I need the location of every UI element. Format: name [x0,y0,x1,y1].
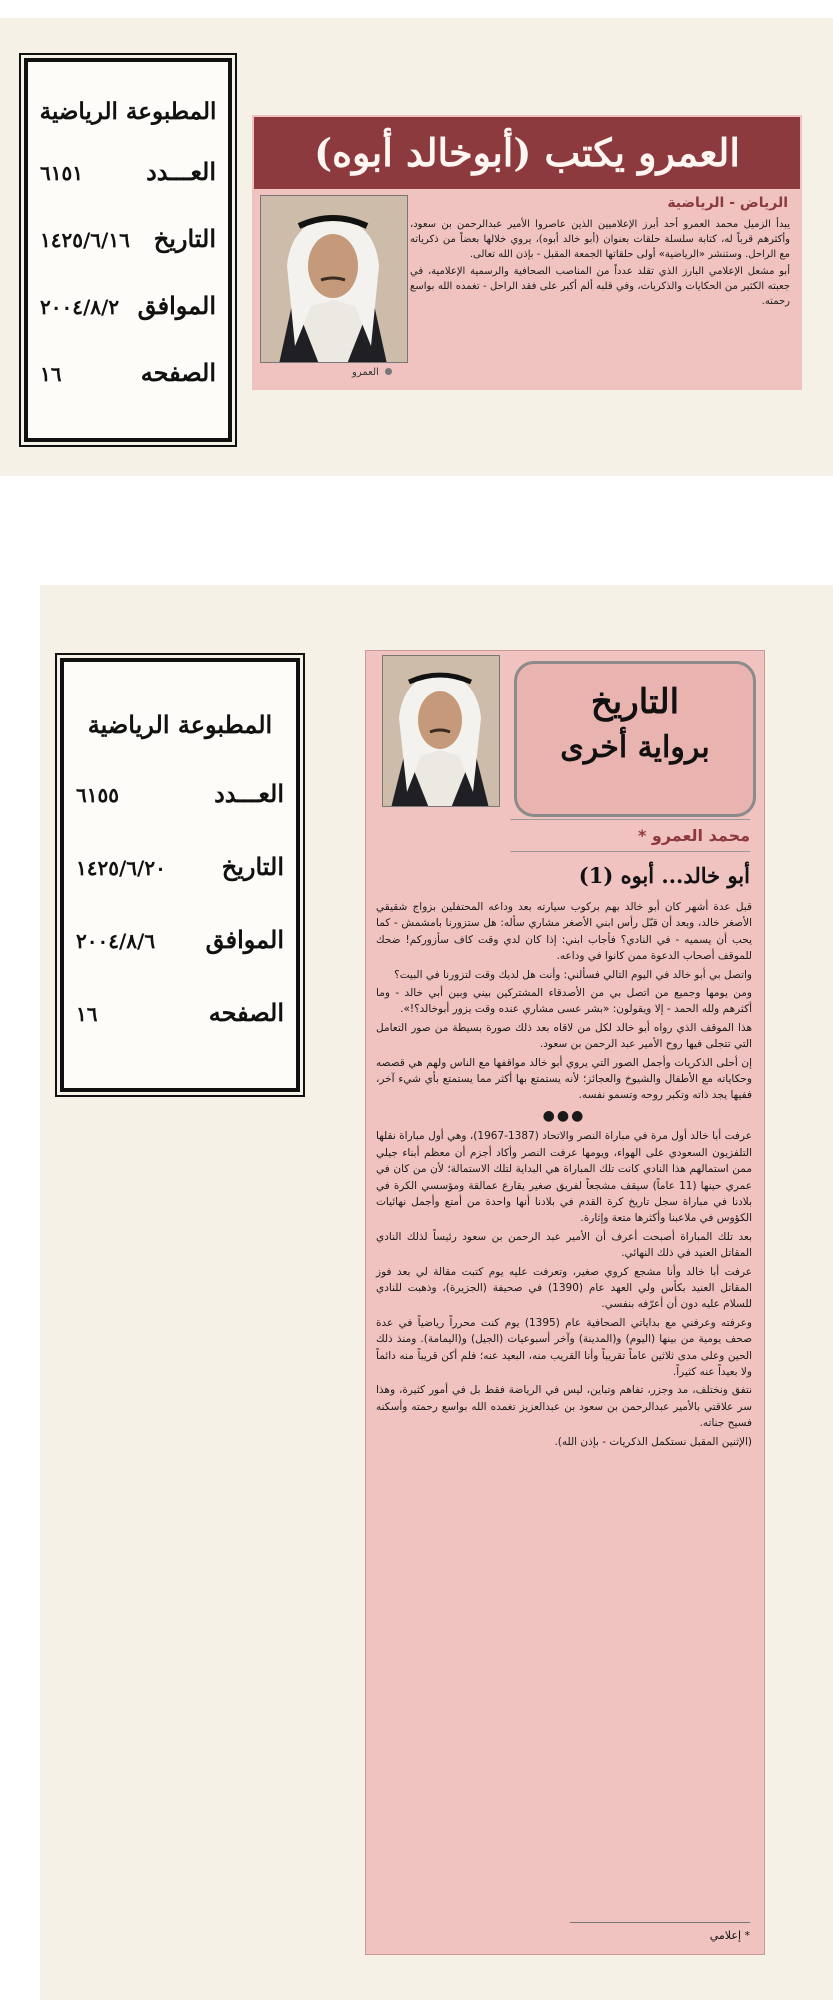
stamp-page-value: ١٦ [40,362,62,386]
clip1-photo-caption: العمرو [352,367,392,378]
stamp-issue-value: ٦١٥١ [40,161,83,185]
clip1-body [410,217,790,311]
clip1-headline: العمرو يكتب (أبوخالد أبوه) [254,117,800,189]
archive-stamp-2 [60,658,300,1092]
news-clipping-2 [365,650,765,1955]
stamp-issue-value: ٦١٥٥ [76,783,119,807]
article-paragraph: وعرفته وعرفني مع بداياتي الصحافية عام (1395) يوم كنت محرراً رياضياً في عدة صحف يومية من بينها (اليوم) و(المدينة) وآخر أسبوعيات (الجيل) و(اليمامة). ومنذ ذلك الحين وعلى مدى ثلاثين عاماً تقريباً وأنا القريب منه، البعيد عنه؛ فلم أكن قريباً منه دائماً ولا بعيداً عنه كثيراً. [376,1316,752,1378]
article-paragraph: (الإثنين المقبل نستكمل الذكريات - بإذن الله). [554,1435,752,1448]
stamp-issue-label: العـــدد [214,779,284,808]
clip1-paragraph: أبو مشعل الإعلامي البارز الذي تقلد عدداً من المناصب الصحافية والرسمية الإعلامية، في جعبته الكثير من الحكايات والذكريات، وفي قلبه ألم أكبر على فقد الراحل - تغمده الله بواسع رحمته. [410,266,790,307]
stamp-page-value: ١٦ [76,1002,98,1026]
byline [510,819,750,852]
stamp-date-value: ١٤٢٥/٦/١٦ [40,228,130,252]
stamp-corresponding-label: الموافق [137,291,216,320]
stamp-date-label: التاريخ [153,224,216,253]
column-title-box [514,661,756,817]
stamp-date-label: التاريخ [221,852,284,881]
stamp-publication: المطبوعة الرياضية [87,710,273,739]
article-paragraph: عرفت أبا خالد وأنا مشجع كروي صغير، وتعرفت عليه يوم كتبت مقالة لي بعد فوز المقاتل العنيد بكأس ولي العهد عام (1390) في صحيفة (الجزيرة)، وذهبت للنادي للسلام عليه دون أن أعرّفه بنفسي. [376,1265,753,1311]
footnote: * إعلامي [570,1922,750,1942]
article-paragraph: واتصل بي أبو خالد في اليوم التالي فسألني: وأنت هل لديك وقت لتزورنا في البيت؟ [394,968,752,981]
column-title-line2: برواية أخرى [560,730,710,765]
author-photo [382,655,500,807]
stamp-date-value: ١٤٢٥/٦/٢٠ [76,856,166,880]
stamp-corresponding-value: ٢٠٠٤/٨/٦ [76,929,156,953]
stamp-corresponding-value: ٢٠٠٤/٨/٢ [40,295,120,319]
stamp-publication: المطبوعة الرياضية [39,98,217,125]
section-separator-icon: ●●● [542,1107,586,1124]
article-paragraph: نتفق ونختلف، مد وجزر، تفاهم وتباين، ليس في الرياضة فقط بل في أمور كثيرة، وهذا سر علاقتي بالأمير عبدالرحمن بن سعود بن عبدالعزيز تغمده الله بواسع رحمته وأسكنه فسيح جناته. [376,1384,752,1430]
article-paragraph: عرفت أبا خالد أول مرة في مباراة النصر والاتحاد (1387-1967)، وهي أول مباراة نقلها التلفزيون السعودي على الهواء، ويومها عرفت النصر وأكاد أجزم أن معظم أبناء جيلي ممن استمالهم هذا النادي كانت تلك المباراة هي البداية لتلك الاستمالة؛ لأن من كان في عمري حينها (11 عاماً) سيقف مشجعاً لفريق صغير يقارع عمالقة ومؤسسي الكرة في بلادنا في مباراة سجل تاريخ كرة القدم في بلادنا أنها واحدة من أمتع وأجمل نهائيات الكؤوس في ملاعبنا وأكثرها متعة وإثارة. [376,1130,752,1225]
column-title-line1: التاريخ [590,682,680,722]
author-photo [260,195,408,363]
article-paragraph: قبل عدة أشهر كان أبو خالد بهم بركوب سيارته بعد وداعه المحتفلين بزواج شقيقي الأصغر خالد، وبعد أن قبّل رأس ابني الأصغر مشاري سأله: هل ستزورنا بامشمش - كما يحب أن يسميه - في النادي؟ فأجاب ابني: إذا كان لدي وقت كاف سأزوركم! ضحك للموقف أصحاب الدعوة ممن كانوا في وداعه. [376,901,752,963]
clip2-body [376,899,752,1452]
stamp-corresponding-label: الموافق [205,925,284,954]
article-paragraph: ومن يومها وجميع من اتصل بي من الأصدقاء المشتركين بيني وبين أبي خالد - وما أكثرهم ولله الحمد - إلا ويقولون: «بشر عسى مشاري عنده وقت يزور أبوخالد؟!». [376,987,752,1016]
stamp-issue-label: العـــدد [146,157,216,186]
clip1-paragraph: يبدأ الزميل محمد العمرو أحد أبرز الإعلاميين الذين عاصروا الأمير عبدالرحمن بن سعود، وأكثرهم قرباً له، كتابة سلسلة حلقات بعنوان (أبو خالد أبوه)، يروي خلالها بعضاً من ذكرياته مع الراحل. وستنشر «الرياضية» أولى حلقاتها الجمعة المقبل - بإذن الله تعالى. [410,219,790,260]
author-name: محمد العمرو * [637,826,750,845]
article-subtitle: أبو خالد... أبوه (1) [578,863,750,888]
article-paragraph: هذا الموقف الذي رواه أبو خالد لكل من لاقاه بعد ذلك صورة بسيطة من صور التعامل التي تتجلى فيها روح الأمير عبد الرحمن بن سعود. [376,1021,752,1051]
stamp-page-label: الصفحه [140,358,216,387]
clip1-dateline: الرياض - الرياضية [667,195,788,211]
article-paragraph: بعد تلك المباراة أصبحت أعرف أن الأمير عبد الرحمن بن سعود رئيساً لذلك النادي المقاتل العنيد في ذلك النهائي. [376,1230,752,1260]
article-paragraph: إن أحلى الذكريات وأجمل الصور التي يروي أبو خالد مواقفها مع الناس ولهم هي قصصه وحكاياته مع الأطفال والشيوخ والعجائز؛ لأنه يستمتع بها أكثر مما يستمتع بأي شيء آخر، ففيها يجد ذاته وتكبر روحه وتسمو نفسه. [376,1056,752,1102]
archive-stamp-1 [24,58,232,442]
bullet-icon [385,368,392,375]
stamp-page-label: الصفحه [208,998,284,1027]
news-clipping-1 [252,115,802,390]
